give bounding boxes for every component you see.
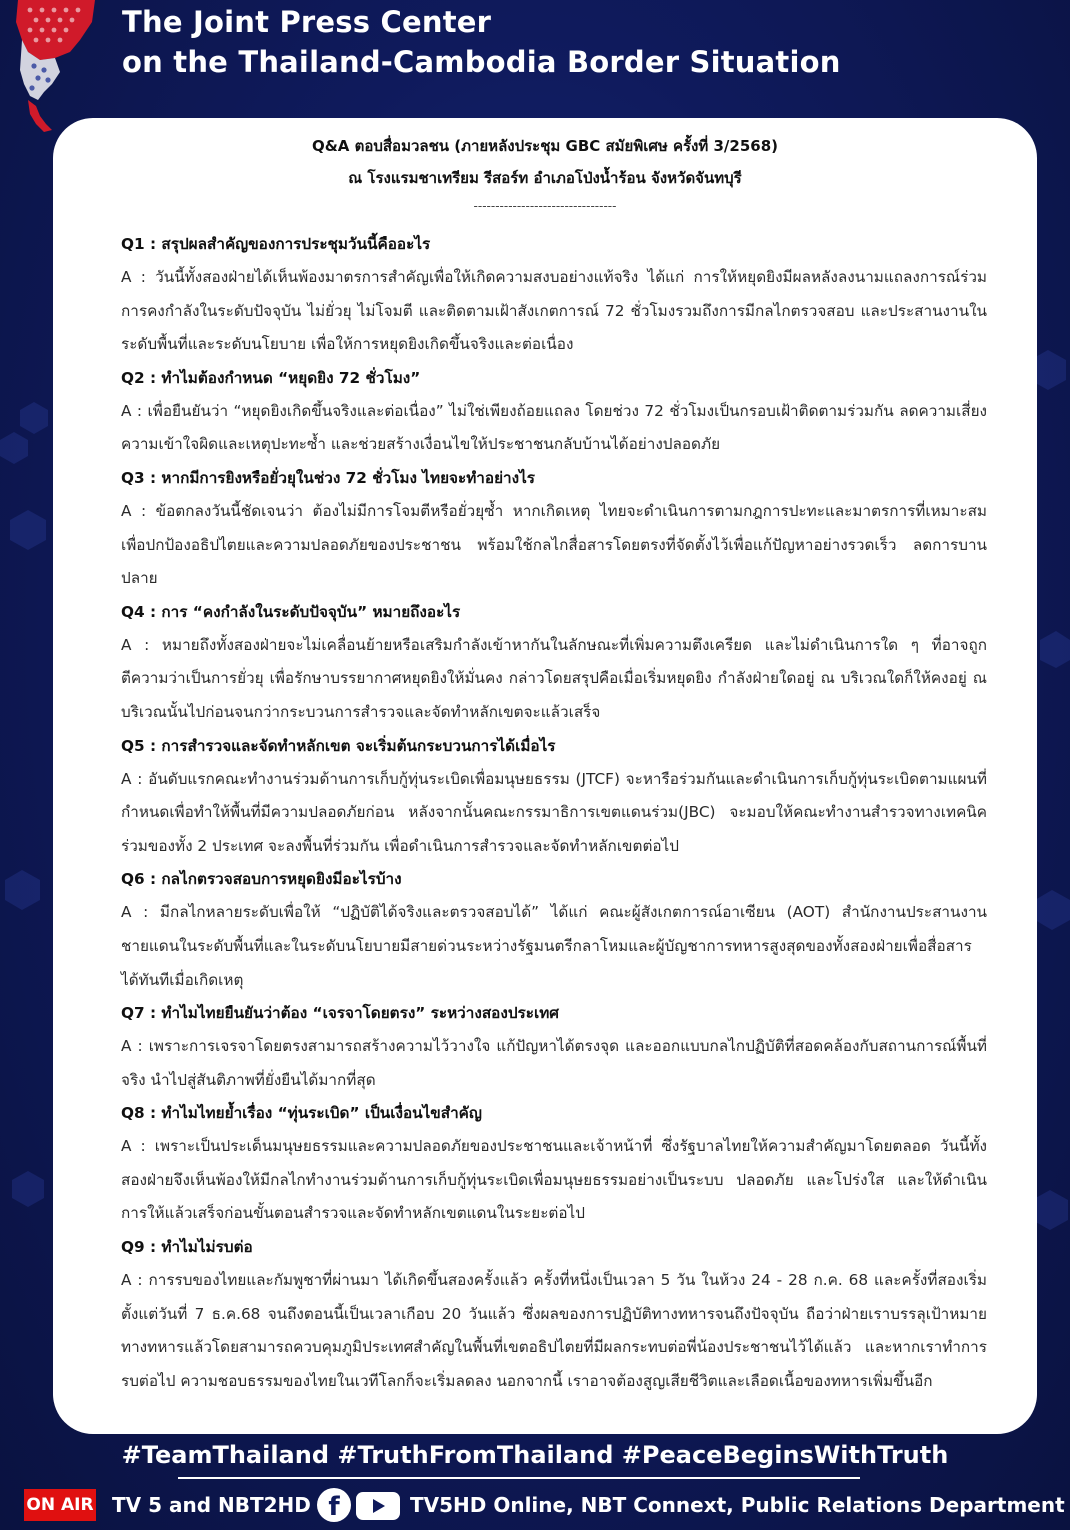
question-text: Q9 : ทำไมไม่รบต่อ [121,1238,253,1257]
answer-text: A : ข้อตกลงวันนี้ชัดเจนว่า ต้องไม่มีการโจมตีหรือยั่วยุซ้ำ หากเกิดเหตุ ไทยจะดำเนินการตามกฎการปะทะและมาตรการที่เหมาะสม เพื่อปกป้องอธิปไตยและความปลอดภัยของประชาชน พร้อมใช้กลไกสื่อสารโดยตรงที่จัดตั้งไว้เพื่อแก้ปัญหาอย่างรวดเร็ว ลดการบานปลาย [121,501,987,588]
answer-text: A : เพื่อยืนยันว่า “หยุดยิงเกิดขึ้นจริงและต่อเนื่อง” ไม่ใช่เพียงถ้อยแถลง โดยช่วง 72 ชั่วโมงเป็นกรอบเฝ้าติดตามร่วมกัน ลดความเสี่ยงความเข้าใจผิดและเหตุปะทะซ้ำ และช่วยสร้างเงื่อนไขให้ประชาชนกลับบ้านได้อย่างปลอดภัย [121,401,987,454]
qa-item [121,997,987,1097]
on-air-badge: ON AIR [24,1489,96,1521]
qa-item [121,462,987,596]
qa-item [121,228,987,362]
question-text: Q5 : การสำรวจและจัดทำหลักเขต จะเริ่มต้นกระบวนการได้เมื่อไร [121,736,556,755]
question-text: Q6 : กลไกตรวจสอบการหยุดยิงมีอะไรบ้าง [121,870,402,889]
document-separator: --------------------------------- [473,199,617,213]
document-location: ณ โรงแรมชาเทรียม รีสอร์ท อำเภอโป่งน้ำร้อน จังหวัดจันทบุรี [348,169,742,187]
facebook-icon: f [317,1488,351,1522]
title-line-2: on the Thailand-Cambodia Border Situation [122,45,841,79]
answer-text: A : มีกลไกหลายระดับเพื่อให้ “ปฏิบัติได้จริงและตรวจสอบได้” ได้แก่ คณะผู้สังเกตการณ์อาเซียน (AOT) สำนักงานประสานงานชายแดนในระดับพื้นที่และในระดับนโยบายมีสายด่วนระหว่างรัฐมนตรีกลาโหมและผู้บัญชาการทหารสูงสุดของทั้งสองฝ่ายเพื่อสื่อสารได้ทันทีเมื่อเกิดเหตุ [121,903,987,989]
qa-item [121,362,987,462]
answer-text: A : หมายถึงทั้งสองฝ่ายจะไม่เคลื่อนย้ายหรือเสริมกำลังเข้าหากันในลักษณะที่เพิ่มความตึงเครียด และไม่ดำเนินการใด ๆ ที่อาจถูกตีความว่าเป็นการยั่วยุ เพื่อรักษาบรรยากาศหยุดยิงให้มั่นคง กล่าวโดยสรุปคือเมื่อเริ่มหยุดยิง กำลังฝ่ายใดอยู่ ณ บริเวณใดก็ให้คงอยู่ ณ บริเวณนั้นไปก่อนจนกว่ากระบวนการสำรวจและจัดทำหลักเขตจะแล้วเสร็จ [121,635,987,721]
answer-text: A : วันนี้ทั้งสองฝ่ายได้เห็นพ้องมาตรการสำคัญเพื่อให้เกิดความสงบอย่างแท้จริง ได้แก่ การให้หยุดยิงมีผลหลังลงนามแถลงการณ์ร่วม การคงกำลังในระดับปัจจุบัน ไม่ยั่วยุ ไม่โจมตี และติดตามเฝ้าสังเกตการณ์ 72 ชั่วโมงรวมถึงการมีกลไกตรวจสอบ และประสานงานในระดับพื้นที่และระดับนโยบาย เพื่อให้การหยุดยิงเกิดขึ้นจริงและต่อเนื่อง [121,268,987,354]
question-text: Q4 : การ “คงกำลังในระดับปัจจุบัน” หมายถึงอะไร [121,602,461,621]
thailand-map-logo [0,0,110,135]
question-text: Q7 : ทำไมไทยยืนยันว่าต้อง “เจรจาโดยตรง” ระหว่างสองประเทศ [121,1004,559,1023]
answer-text: A : เพราะเป็นประเด็นมนุษยธรรมและความปลอดภัยของประชาชนและเจ้าหน้าที่ ซึ่งรัฐบาลไทยให้ความสำคัญมาโดยตลอด วันนี้ทั้งสองฝ่ายจึงเห็นพ้องให้มีกลไกทำงานร่วมด้านการเก็บกู้ทุ่นระเบิดเพื่อมนุษยธรรมอย่างเป็นระบบ ปลอดภัย และโปร่งใส และให้ดำเนินการให้แล้วเสร็จก่อนขั้นตอนสำรวจและจัดทำหลักเขตแดนในระยะต่อไป [121,1137,987,1223]
qa-item [121,596,987,730]
qa-item [121,1097,987,1231]
document-heading: Q&A ตอบสื่อมวลชน (ภายหลังประชุม GBC สมัยพิเศษ ครั้งที่ 3/2568) [311,137,779,155]
question-text: Q2 : ทำไมต้องกำหนด “หยุดยิง 72 ชั่วโมง” [121,368,421,387]
broadcast-channels: TV 5 and NBT2HD [112,1493,311,1517]
youtube-icon [356,1492,400,1520]
answer-text: A : อันดับแรกคณะทำงานร่วมด้านการเก็บกู้ทุ่นระเบิดเพื่อมนุษยธรรม (JTCF) จะหารือร่วมกันและดำเนินการเก็บกู้ทุ่นระเบิดตามแผนที่กำหนดเพื่อทำให้พื้นที่มีความปลอดภัยก่อน หลังจากนั้นคณะกรรมาธิการเขตแดนร่วม(JBC) จะมอบให้คณะทำงานสำรวจทางเทคนิคร่วมของทั้ง 2 ประเทศ จะลงพื้นที่ร่วมกัน เพื่อดำเนินการสำรวจและจัดทำหลักเขตต่อไป [121,769,987,855]
question-text: Q1 : สรุปผลสำคัญของการประชุมวันนี้คืออะไร [121,235,431,253]
answer-text: A : การรบของไทยและกัมพูชาที่ผ่านมา ได้เกิดขึ้นสองครั้งแล้ว ครั้งที่หนึ่งเป็นเวลา 5 วัน ในห้วง 24 - 28 ก.ค. 68 และครั้งที่สองเริ่มตั้งแต่วันที่ 7 ธ.ค.68 จนถึงตอนนี้เป็นเวลาเกือบ 20 วันแล้ว ซึ่งผลของการปฏิบัติทางทหารจนถึงปัจจุบัน ถือว่าฝ่ายเราบรรลุเป้าหมายทางทหารแล้วโดยสามารถควบคุมภูมิประเทศสำคัญในพื้นที่เขตอธิปไตยที่มีผลกระทบต่อพี่น้องประชาชนไว้ได้แล้ว และหากเราทำการรบต่อไป ความชอบธรรมของไทยในเวทีโลกก็จะเริ่มลดลง นอกจากนี้ เราอาจต้องสูญเสียชีวิตและเลือดเนื้อของทหารเพิ่มขึ้นอีก [121,1271,987,1390]
question-text: Q3 : หากมีการยิงหรือยั่วยุในช่วง 72 ชั่วโมง ไทยจะทำอย่างไร [121,468,536,487]
qa-document-card [53,118,1037,1434]
title-line-1: The Joint Press Center [122,5,492,39]
qa-list [121,228,987,1398]
online-platforms: TV5HD Online, NBT Connext, Public Relations Department [410,1493,1065,1517]
page-title [122,2,841,82]
qa-item [121,863,987,997]
footer-divider [178,1477,860,1479]
hashtag-banner: #TeamThailand #TruthFromThailand #PeaceBeginsWithTruth [121,1441,949,1469]
qa-item [121,1231,987,1398]
answer-text: A : เพราะการเจรจาโดยตรงสามารถสร้างความไว้วางใจ แก้ปัญหาได้ตรงจุด และออกแบบกลไกปฏิบัติที่สอดคล้องกับสถานการณ์พื้นที่จริง นำไปสู่สันติภาพที่ยั่งยืนได้มากที่สุด [121,1037,987,1089]
question-text: Q8 : ทำไมไทยย้ำเรื่อง “ทุ่นระเบิด” เป็นเงื่อนไขสำคัญ [121,1104,482,1123]
qa-item [121,730,987,864]
